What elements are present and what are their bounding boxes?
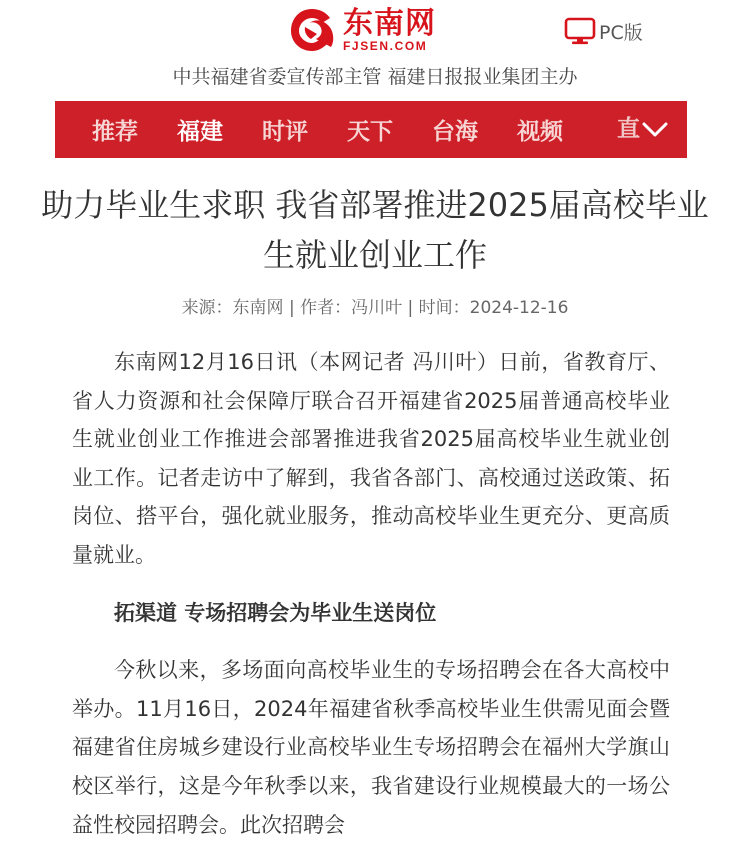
nav-item-recommend[interactable]: 推荐 [92, 119, 138, 145]
nav-item-taiwan-strait[interactable]: 台海 [432, 119, 478, 145]
sponsor-line: 中共福建省委宣传部主管 福建日报报业集团主办 [172, 66, 578, 88]
logo-domain: FJSEN.COM [343, 39, 428, 53]
article-body [72, 343, 670, 863]
nav-item-overflow[interactable]: 直 [617, 116, 640, 142]
pc-version-link[interactable] [564, 15, 643, 47]
logo-wordmark: 东南网 [343, 6, 436, 41]
article-paragraph: 东南网12月16日讯（本网记者 冯川叶）日前，省教育厅、省人力资源和社会保障厅联合召开福建省2025届普通高校毕业生就业创业工作推进会部署推进我省2025届高校毕业生就业创业工作。记者走访中了解到，我省各部门、高校通过送政策、拓岗位、搭平台，强化就业服务，推动高校毕业生更充分、更高质量就业。 [72, 350, 670, 567]
article-title: 助力毕业生求职 我省部署推进2025届高校毕业生就业创业工作 [41, 186, 709, 274]
nav-item-world[interactable]: 天下 [347, 119, 393, 145]
nav-item-video[interactable]: 视频 [517, 119, 563, 145]
channel-nav [55, 101, 687, 158]
nav-item-commentary[interactable]: 时评 [262, 119, 308, 145]
pc-version-label: PC版 [599, 21, 643, 44]
site-header [0, 0, 750, 60]
article-meta: 来源：东南网 | 作者：冯川叶 | 时间：2024-12-16 [181, 298, 569, 318]
monitor-icon [564, 16, 596, 46]
site-logo[interactable] [287, 4, 457, 56]
nav-item-fujian[interactable]: 福建 [177, 119, 223, 145]
article-paragraph: 今秋以来，多场面向高校毕业生的专场招聘会在各大高校中举办。11月16日，2024年福建省秋季高校毕业生供需见面会暨福建省住房城乡建设行业高校毕业生专场招聘会在福州大学旗山校区举行，这是今年秋季以来，我省建设行业规模最大的一场公益性校园招聘会。此次招聘会 [72, 658, 670, 837]
chevron-down-icon[interactable] [641, 115, 669, 143]
article-subheading: 拓渠道 专场招聘会为毕业生送岗位 [114, 600, 437, 625]
fjsen-logo-icon [287, 6, 337, 54]
